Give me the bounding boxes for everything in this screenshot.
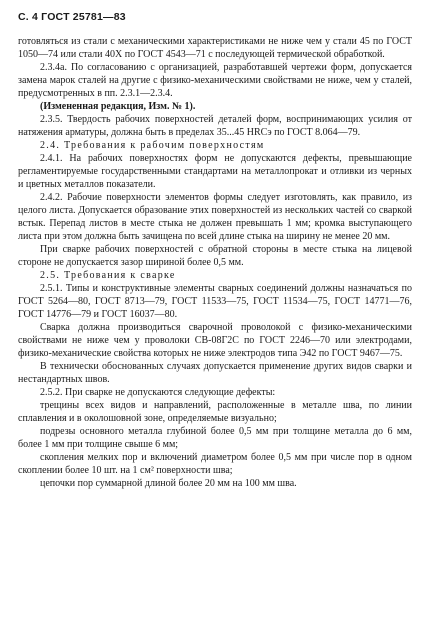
defect-item-undercuts: подрезы основного металла глубиной более 0,5 мм при толщине металла до 6 мм, более 1 мм при толщине свыше 6 мм;	[18, 426, 412, 450]
paragraph-welding-wire: Сварка должна производиться сварочной проволокой с физико-механическими свойствами не ниже чем у проволоки СВ-08Г2С по ГОСТ 2246—70 или электродами, физико-механические свойства которых не ниже электродов типа Э42 по ГОСТ 9467—75.	[18, 322, 412, 359]
paragraph-2-3-5: 2.3.5. Твердость рабочих поверхностей деталей форм, воспринимающих усилия от натяжения арматуры, должна быть в пределах 35...45 HRCэ по ГОСТ 8.064—79.	[18, 114, 412, 138]
paragraph-continuation: готовляться из стали с механическими характеристиками не ниже чем у стали 45 по ГОСТ 1050—74 или стали 40Х по ГОСТ 4543—71 с последующей термической обработкой.	[18, 36, 412, 60]
defect-item-pore-clusters: скопления мелких пор и включений диаметром более 0,5 мм при числе пор в одном скоплении более 10 шт. на 1 см² поверхности шва;	[18, 452, 412, 476]
document-body	[18, 35, 412, 490]
paragraph-2-3-4a: 2.3.4а. По согласованию с организацией, разработавшей чертежи форм, допускается замена марок сталей на другие с физико-механическими свойствами не ниже, чем у сталей, предусмотренных в пп. 2.3.1—2.3.4.	[18, 62, 412, 99]
paragraph-welding-reverse: При сварке рабочих поверхностей с обратной стороны в месте стыка на лицевой стороне не допускается зазор шириной более 0,5 мм.	[18, 244, 412, 268]
section-heading-2-4: 2.4. Требования к рабочим поверхностям	[40, 140, 265, 151]
page-header: С. 4 ГОСТ 25781—83	[18, 11, 126, 23]
paragraph-2-5-2: 2.5.2. При сварке не допускаются следующие дефекты:	[40, 387, 276, 398]
amendment-note: (Измененная редакция, Изм. № 1).	[40, 101, 196, 112]
paragraph-2-4-1: 2.4.1. На рабочих поверхностях форм не допускаются дефекты, превышающие регламентируемые государственными стандартами на металлопрокат и отливки из черных и цветных металлов показатели.	[18, 153, 412, 190]
section-heading-2-5: 2.5. Требования к сварке	[40, 270, 176, 281]
defect-item-cracks: трещины всех видов и направлений, расположенные в металле шва, по линии сплавления и в околошовной зоне, определяемые визуально;	[18, 400, 412, 424]
paragraph-2-4-2: 2.4.2. Рабочие поверхности элементов формы следует изготовлять, как правило, из целого листа. Допускается образование этих поверхностей из нескольких частей со сваркой встык. Перепад листов в месте стыка не должен превышать 1 мм; кромка выступающего листа при этом должна быть зачищена по всей длине стыка на ширину не менее 20 мм.	[18, 192, 412, 242]
paragraph-other-welding: В технически обоснованных случаях допускается применение других видов сварки и нестандартных швов.	[18, 361, 412, 385]
defect-item-pore-chains: цепочки пор суммарной длиной более 20 мм на 100 мм шва.	[40, 478, 297, 489]
document-page	[18, 10, 412, 490]
paragraph-2-5-1: 2.5.1. Типы и конструктивные элементы сварных соединений должны назначаться по ГОСТ 5264—80, ГОСТ 8713—79, ГОСТ 11533—75, ГОСТ 11534—75, ГОСТ 14771—76, ГОСТ 14776—79 и ГОСТ 16037—80.	[18, 283, 412, 320]
